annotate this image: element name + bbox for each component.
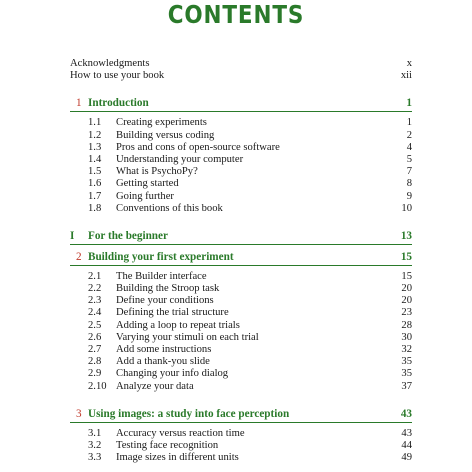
entry-page: 7 xyxy=(406,166,412,178)
entry-page: 32 xyxy=(401,344,412,355)
toc-entry[interactable] xyxy=(70,452,412,464)
entry-page: 30 xyxy=(401,331,412,343)
toc-entry[interactable] xyxy=(70,271,412,283)
entry-page: x xyxy=(406,58,412,69)
entry-number: 1.8 xyxy=(88,202,102,214)
entry-number: 2.8 xyxy=(88,356,102,368)
toc-entry[interactable] xyxy=(70,332,412,344)
entry-title: What is PsychoPy? xyxy=(116,166,198,178)
entry-number: 1.7 xyxy=(88,190,102,202)
part-number: I xyxy=(70,229,75,242)
toc-entry[interactable] xyxy=(70,381,412,393)
chapter-title: Building your first experiment xyxy=(88,250,234,263)
entry-page: 20 xyxy=(401,283,412,295)
entry-number: 1.4 xyxy=(88,153,102,165)
entry-page: xii xyxy=(400,70,412,82)
entry-page: 5 xyxy=(406,153,412,165)
entry-page: 4 xyxy=(406,141,412,153)
entry-title: The Builder interface xyxy=(116,270,207,282)
entry-number: 1.2 xyxy=(88,129,102,141)
chapter-rule xyxy=(70,111,412,112)
entry-number: 1.6 xyxy=(88,178,102,190)
entry-title: Image sizes in different units xyxy=(116,452,239,464)
part-heading-1[interactable] xyxy=(70,229,412,243)
entry-page: 28 xyxy=(401,319,412,331)
entry-page: 43 xyxy=(401,427,412,439)
entry-title: Pros and cons of open-source software xyxy=(116,141,280,153)
toc-entry[interactable] xyxy=(70,142,412,154)
entry-title: Adding a loop to repeat trials xyxy=(116,319,240,331)
entry-page: 15 xyxy=(401,270,412,282)
chapter-heading-1[interactable] xyxy=(70,96,412,110)
entry-page: 44 xyxy=(401,439,412,451)
entry-number: 2.10 xyxy=(88,380,107,392)
chapter-rule xyxy=(70,422,412,423)
entry-page: 37 xyxy=(401,380,412,392)
entry-number: 1.3 xyxy=(88,141,102,153)
entry-title: Defining the trial structure xyxy=(116,307,229,319)
toc-entry-how-to-use[interactable] xyxy=(70,70,412,82)
toc-entry[interactable] xyxy=(70,428,412,440)
entry-title: Getting started xyxy=(116,178,179,190)
toc-entry[interactable] xyxy=(70,154,412,166)
toc-entry[interactable] xyxy=(70,344,412,356)
entry-title: Creating experiments xyxy=(116,117,207,129)
entry-title: Add some instructions xyxy=(116,344,212,355)
entry-number: 2.5 xyxy=(88,319,102,331)
entry-title: Conventions of this book xyxy=(116,202,223,214)
toc-entry[interactable] xyxy=(70,130,412,142)
toc-entry[interactable] xyxy=(70,117,412,129)
entry-number: 3.2 xyxy=(88,439,102,451)
chapter-page: 43 xyxy=(400,407,412,420)
entry-title: Accuracy versus reaction time xyxy=(116,427,245,439)
chapter-number: 1 xyxy=(76,97,82,110)
entry-title: Building the Stroop task xyxy=(116,283,220,295)
entry-title: Understanding your computer xyxy=(116,153,244,165)
entry-page: 20 xyxy=(401,295,412,307)
entry-page: 10 xyxy=(401,202,412,214)
toc-entry-acknowledgments[interactable] xyxy=(70,58,412,70)
toc-entry[interactable] xyxy=(70,178,412,190)
part-page: 13 xyxy=(400,229,412,242)
toc-entry[interactable] xyxy=(70,191,412,203)
part-title: For the beginner xyxy=(88,229,168,242)
entry-page: 35 xyxy=(401,356,412,368)
entry-page: 23 xyxy=(401,307,412,319)
toc-entry[interactable] xyxy=(70,440,412,452)
entry-number: 1.5 xyxy=(88,166,102,178)
entry-number: 2.4 xyxy=(88,307,102,319)
entry-title: Changing your info dialog xyxy=(116,368,229,380)
toc-entry[interactable] xyxy=(70,368,412,380)
toc-entry[interactable] xyxy=(70,295,412,307)
chapter-heading-3[interactable] xyxy=(70,407,412,421)
entry-number: 2.6 xyxy=(88,331,102,343)
part-rule xyxy=(70,244,412,245)
entry-page: 2 xyxy=(406,129,412,141)
entry-number: 2.2 xyxy=(88,283,102,295)
entry-title: Varying your stimuli on each trial xyxy=(116,331,259,343)
entry-title: How to use your book xyxy=(70,70,165,82)
toc-entry[interactable] xyxy=(70,356,412,368)
entry-number: 2.9 xyxy=(88,368,102,380)
chapter-number: 2 xyxy=(76,250,82,263)
chapter-page: 1 xyxy=(406,97,412,110)
chapter-heading-2[interactable] xyxy=(70,250,412,264)
table-of-contents xyxy=(70,58,412,464)
chapter-rule xyxy=(70,265,412,266)
entry-page: 8 xyxy=(406,178,412,190)
entry-title: Testing face recognition xyxy=(116,439,219,451)
entry-number: 1.1 xyxy=(88,117,102,129)
toc-entry[interactable] xyxy=(70,320,412,332)
toc-entry[interactable] xyxy=(70,307,412,319)
entry-number: 2.7 xyxy=(88,344,102,355)
entry-number: 2.1 xyxy=(88,270,102,282)
chapter-number: 3 xyxy=(76,407,82,420)
entry-number: 2.3 xyxy=(88,295,102,307)
toc-entry[interactable] xyxy=(70,166,412,178)
entry-title: Building versus coding xyxy=(116,129,215,141)
chapter-title: Introduction xyxy=(88,97,149,110)
entry-number: 3.1 xyxy=(88,427,102,439)
entry-title: Analyze your data xyxy=(116,380,194,392)
entry-page: 35 xyxy=(401,368,412,380)
entry-title: Define your conditions xyxy=(116,295,214,307)
toc-entry[interactable] xyxy=(70,203,412,215)
entry-page: 9 xyxy=(406,190,412,202)
toc-entry[interactable] xyxy=(70,283,412,295)
entry-title: Going further xyxy=(116,190,174,202)
entry-page: 49 xyxy=(401,452,412,464)
page-title: CONTENTS xyxy=(167,0,305,29)
chapter-title: Using images: a study into face perception xyxy=(88,407,290,420)
entry-page: 1 xyxy=(406,117,412,129)
entry-number: 3.3 xyxy=(88,452,102,464)
entry-title: Add a thank-you slide xyxy=(116,356,210,368)
entry-title: Acknowledgments xyxy=(70,58,150,69)
chapter-page: 15 xyxy=(400,250,412,263)
